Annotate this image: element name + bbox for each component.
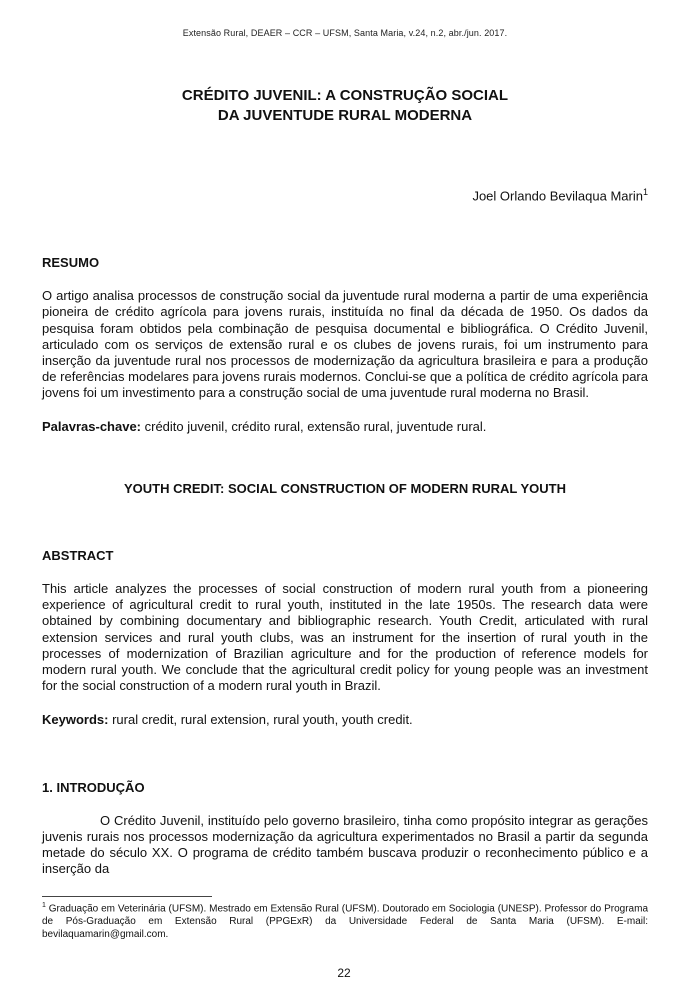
introduction-paragraph: O Crédito Juvenil, instituído pelo governo brasileiro, tinha como propósito integrar as gerações juvenis rurais nos processos modernização da agricultura experimentados no Brasil a partir da segunda metade do século XX. O programa de crédito também buscava produzir o reconhecimento público e a inserção da <box>42 813 648 877</box>
paper-title <box>42 86 648 125</box>
author-line <box>42 187 648 203</box>
english-title: YOUTH CREDIT: SOCIAL CONSTRUCTION OF MODERN RURAL YOUTH <box>123 481 566 497</box>
resumo-keywords-text: crédito juvenil, crédito rural, extensão rural, juventude rural. <box>141 419 487 435</box>
abstract-keywords-text: rural credit, rural extension, rural youth, youth credit. <box>108 711 413 727</box>
footnote-marker: 1 <box>42 902 46 909</box>
resumo-keywords-label: Palavras-chave: <box>42 419 142 435</box>
paper-title-line2: DA JUVENTUDE RURAL MODERNA <box>217 106 473 124</box>
author-footnote-ref: 1 <box>642 187 648 197</box>
abstract-keywords <box>42 712 648 728</box>
journal-header: Extensão Rural, DEAER – CCR – UFSM, Santa Maria, v.24, n.2, abr./jun. 2017. <box>182 28 508 38</box>
abstract-keywords-label: Keywords: <box>42 711 109 727</box>
page-content <box>42 0 648 878</box>
resumo-body: O artigo analisa processos de construção social da juventude rural moderna a partir de uma experiência pioneira de crédito agrícola para jovens rurais, instituída no final da década de 1950. Os dados da pesquisa foram obtidos pela combinação de pesquisa documental e bibliográfica. O Crédito Juvenil, articulado com os serviços de extensão rural e os clubes de jovens rurais, foi um instrumento para inserção da juventude rural nos processos de modernização da agricultura brasileira e para a produção de referências modelares para jovens rurais modernos. Conclui-se que a política de crédito agrícola para jovens foi um investimento para a construção social de uma juventude rural moderna no Brasil. <box>42 288 648 400</box>
abstract-heading: ABSTRACT <box>42 548 114 564</box>
author-name: Joel Orlando Bevilaqua Marin <box>472 188 643 204</box>
resumo-heading: RESUMO <box>42 255 100 271</box>
introduction-heading: 1. INTRODUÇÃO <box>42 780 145 796</box>
footnote-text <box>42 901 648 941</box>
resumo-keywords <box>42 419 648 435</box>
abstract-body: This article analyzes the processes of social construction of modern rural youth from a pioneering experience of agricultural credit to rural youth, instituted in the late 1950s. The research data were obtained by combining documentary and bibliographic research. Youth Credit, articulated with rural extension services and rural youth clubs, was an instrument for the insertion of rural youth in the processes of modernization of Brazilian agriculture and for the production of reference models for modern rural youth. We conclude that the agricultural credit policy for young people was an investment for the social construction of a modern rural youth in Brazil. <box>42 581 648 693</box>
footnote-area <box>42 896 648 941</box>
page-number: 22 <box>337 966 351 980</box>
paper-title-line1: CRÉDITO JUVENIL: A CONSTRUÇÃO SOCIAL <box>181 87 509 104</box>
footnote-divider <box>42 896 212 897</box>
footnote-body: Graduação em Veterinária (UFSM). Mestrado em Extensão Rural (UFSM). Doutorado em Sociologia (UNESP). Professor do Programa de Pós-Graduação em Extensão Rural (PPGExR) da Universidade Federal de Santa Maria (UFSM). E-mail: bevilaquamarin@gmail.com. <box>42 903 648 941</box>
